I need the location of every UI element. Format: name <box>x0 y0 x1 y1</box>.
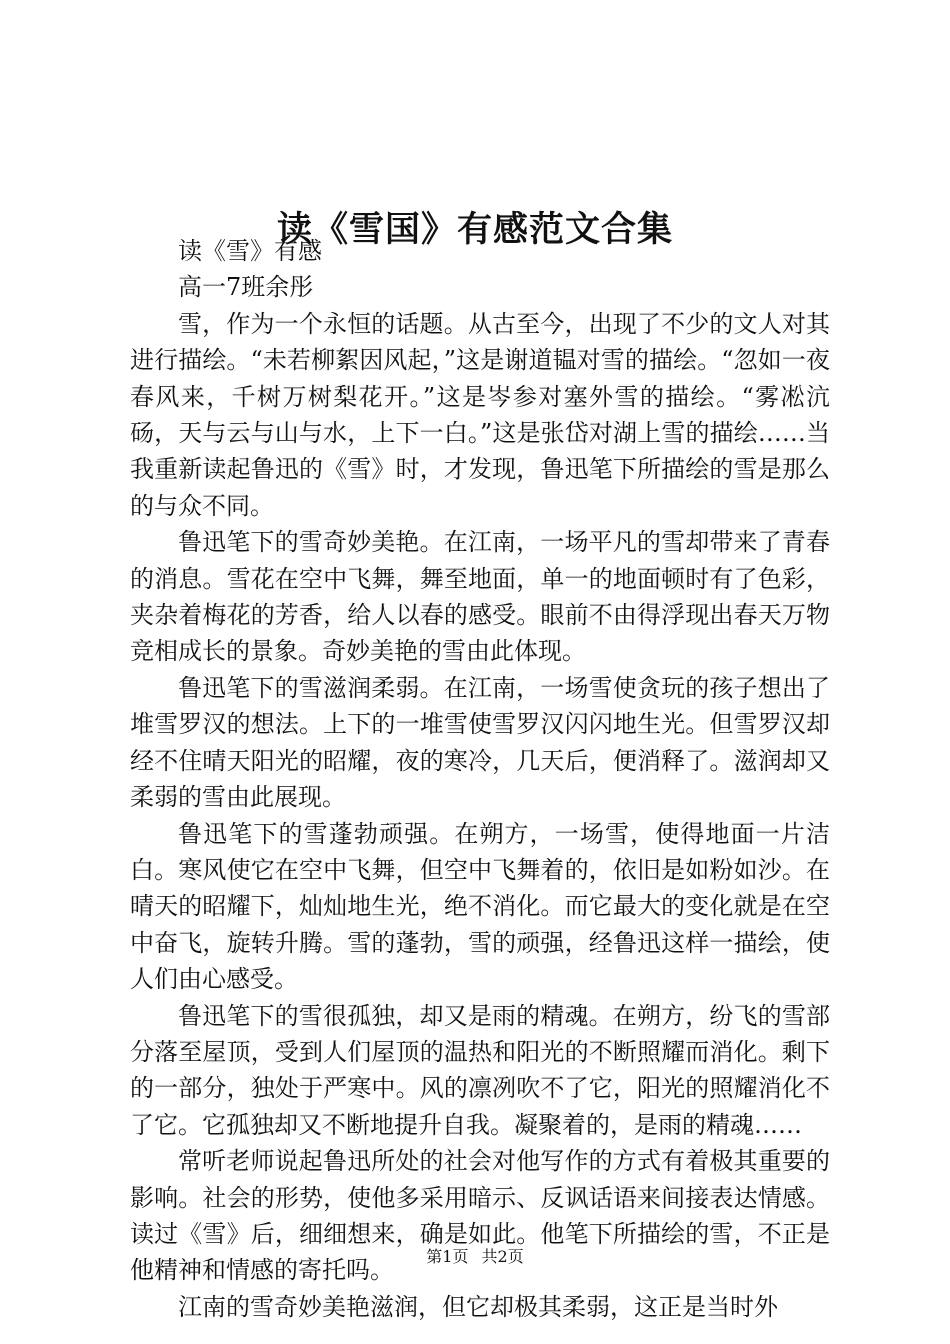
page-current-label: 第1页 <box>426 1247 469 1266</box>
paragraph-8: 常听老师说起鲁迅所处的社会对他写作的方式有着极其重要的影响。社会的形势，使他多采用暗示、反讽话语来间接表达情感。读过《雪》后，细细想来，确是如此。他笔下所描绘的雪，不正是他精神和情感的寄托吗。 <box>130 1147 830 1285</box>
document-title: 读《雪国》有感范文合集 <box>276 209 673 251</box>
paragraph-4: 鲁迅笔下的雪奇妙美艳。在江南，一场平凡的雪却带来了青春的消息。雪花在空中飞舞，舞至地面，单一的地面顿时有了色彩，夹杂着梅花的芳香，给人以春的感受。眼前不由得浮现出春天万物竞相成长的景象。奇妙美艳的雪由此体现。 <box>130 528 830 666</box>
paragraph-9: 江南的雪奇妙美艳滋润，但它却极其柔弱，这正是当时外 <box>178 1292 778 1321</box>
paragraph-2: 高一7班余彤 <box>178 273 314 302</box>
paragraph-5: 鲁迅笔下的雪滋润柔弱。在江南，一场雪使贪玩的孩子想出了堆雪罗汉的想法。上下的一堆雪使雪罗汉闪闪地生光。但雪罗汉却经不住晴天阳光的昭耀，夜的寒冷，几天后，便消释了。滋润却又柔弱的雪由此展现。 <box>130 673 830 812</box>
document-body <box>130 233 830 1325</box>
paragraph-3: 雪，作为一个永恒的话题。从古至今，出现了不少的文人对其进行描绘。“未若柳絮因风起，”这是谢道韫对雪的描绘。“忽如一夜春风来，千树万树梨花开。”这是岑参对塞外雪的描绘。“雾凇沆砀，天与云与山与水，上下一白。”这是张岱对湖上雪的描绘……当我重新读起鲁迅的《雪》时，才发现，鲁迅笔下所描绘的雪是那么的与众不同。 <box>130 309 830 520</box>
paragraph-1: 读《雪》有感 <box>178 237 322 265</box>
paragraph-7: 鲁迅笔下的雪很孤独，却又是雨的精魂。在朔方，纷飞的雪部分落至屋顶，受到人们屋顶的温热和阳光的不断照耀而消化。剩下的一部分，独处于严寒中。风的凛冽吹不了它，阳光的照耀消化不了它。它孤独却又不断地提升自我。凝聚着的，是雨的精魂…… <box>130 1001 830 1139</box>
paragraph-6: 鲁迅笔下的雪蓬勃顽强。在朔方，一场雪，使得地面一片洁白。寒风使它在空中飞舞，但空中飞舞着的，依旧是如粉如沙。在晴天的昭耀下，灿灿地生光，绝不消化。而它最大的变化就是在空中奋飞，旋转升腾。雪的蓬勃，雪的顽强，经鲁迅这样一描绘，使人们由心感受。 <box>130 819 830 994</box>
page-footer <box>0 1246 950 1268</box>
page-total-label: 共2页 <box>481 1247 524 1266</box>
